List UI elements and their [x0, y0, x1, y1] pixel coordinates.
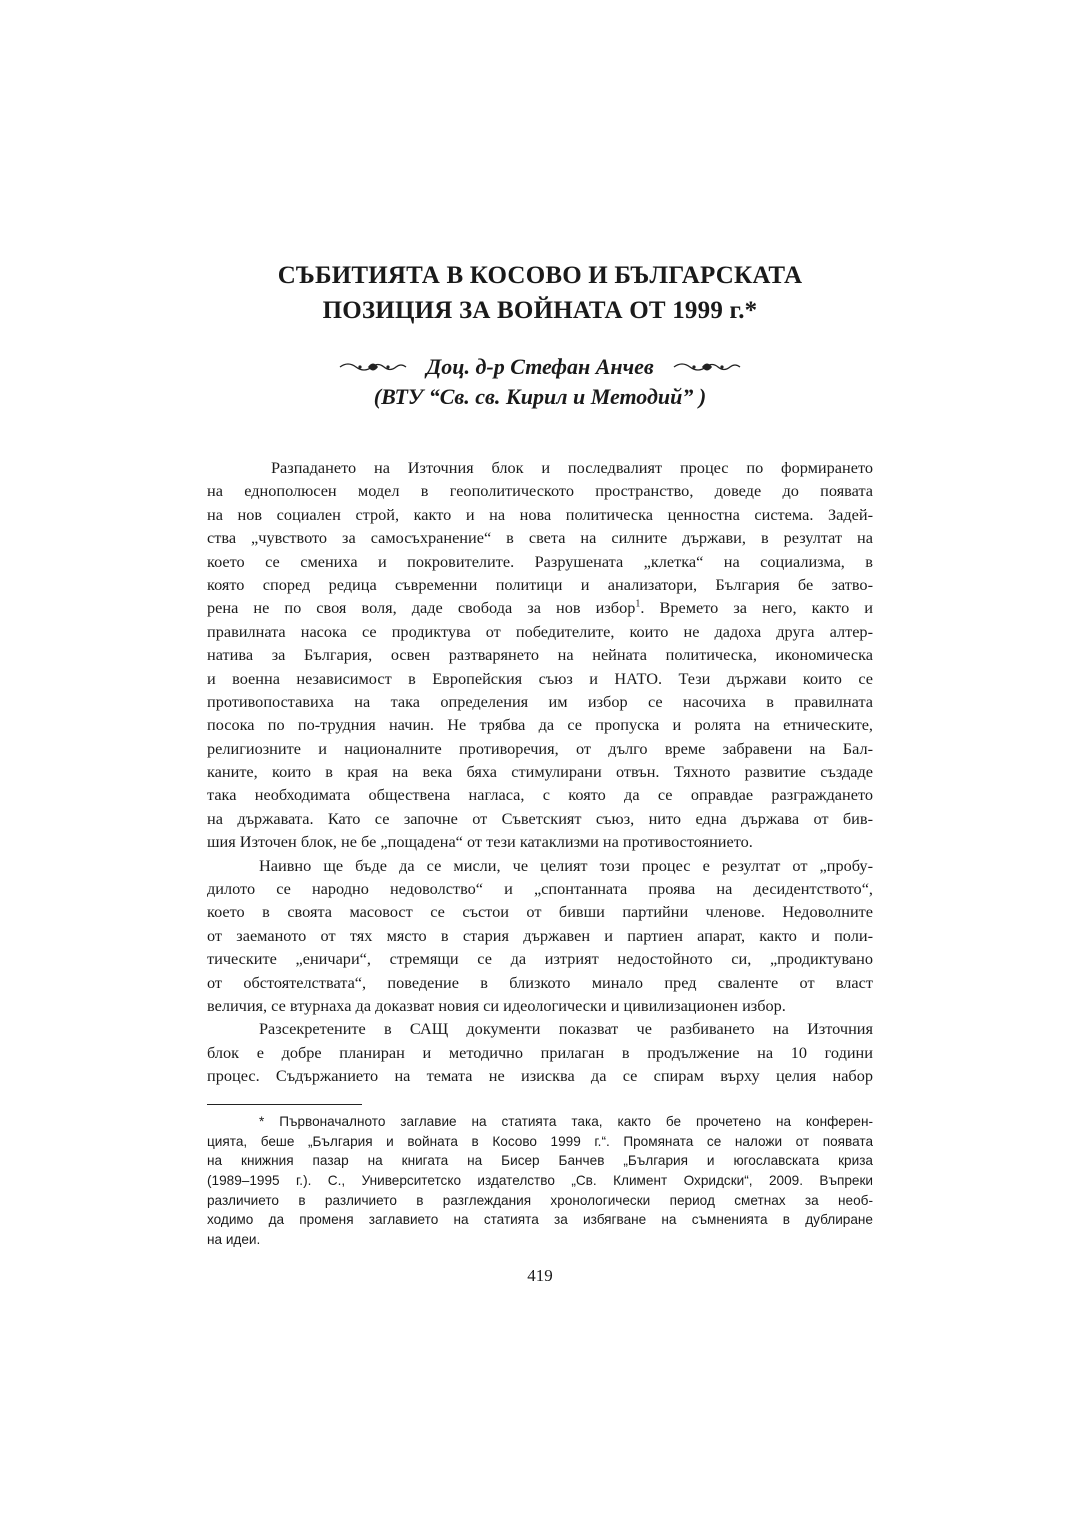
body-line: Наивно ще бъде да се мисли, че целият този процес е резултат от „пробу- [259, 855, 873, 875]
body-line: което се смениха и покровителите. Разрушената „клетка“ на социализма, в [207, 551, 873, 571]
body-line: процес. Съдържанието на темата не изисква да се спирам върху целия набор [207, 1066, 873, 1086]
article-title [160, 258, 920, 328]
footnote-line: на книжния пазар на книгата на Бисер Банчев „България и югославската криза [207, 1153, 873, 1169]
body-line: и военна независимост в Европейския съюз и НАТО. Тези държави които се [207, 668, 873, 688]
body-line-text: рена не по своя воля, даде свобода за нов избор [207, 598, 636, 618]
author-name: Доц. д-р Стефан Анчев [426, 354, 654, 379]
author-line [140, 352, 940, 382]
body-line: правилната насока се продиктува от победителите, които не дадоха друга алтер- [207, 621, 873, 641]
body-line: от обстоятелствата“, поведение в близкото минало пред сваленте от власт [207, 972, 873, 992]
body-line: натива за България, освен разтварянето на нейната политическа, икономическа [207, 645, 873, 665]
footnote-line: различието в различието в разглеждания хронологически период сметнах за необ- [207, 1192, 873, 1208]
title-line-2: ПОЗИЦИЯ ЗА ВОЙНАТА ОТ 1999 г.* [322, 297, 758, 324]
body-line: блок е добре планиран и методично прилаган в продължение на 10 години [207, 1042, 873, 1062]
ornament-right-icon [672, 359, 742, 375]
footnote-line: на идеи. [207, 1232, 261, 1248]
body-line: противопоставиха на така определения им избор се насочиха в правилната [207, 691, 873, 711]
body-line: посока по по-трудния начин. Не трябва да се пропуска и ролята на етническите, [207, 715, 873, 735]
body-line: ства „чувството за самосъхранение“ в света на силните държави, в резултат на [207, 528, 873, 548]
page-number: 419 [527, 1266, 553, 1285]
author-block [140, 352, 940, 412]
title-line-1: СЪБИТИЯТА В КОСОВО И БЪЛГАРСКАТА [277, 262, 803, 289]
footnote-line: * Първоначалното заглавие на статията така, както бе прочетено на конферен- [259, 1114, 873, 1129]
footnote-divider [207, 1104, 362, 1105]
body-line: каните, които в края на века бяха стимулирани отвън. Тяхното развитие създаде [207, 762, 873, 782]
footnote-line: ходимо да променя заглавието на статията за избягване на съмненията в дублиране [207, 1212, 873, 1228]
body-line: която според редица съвременни политици и анализатори, България бе затво- [207, 574, 873, 594]
body-line-tail: . Времето за него, както и [640, 598, 873, 618]
body-line: Разпадането на Източния блок и последвалият процес по формирането [271, 458, 873, 477]
ornament-left-icon [338, 359, 408, 375]
body-line: на нов социален строй, както и на нова политическа ценностна система. Задей- [207, 504, 873, 524]
body-line: от заеманото от тях място в стария държавен и партиен апарат, както и поли- [207, 925, 873, 945]
body-line: Разсекретените в САЩ документи показват че разбиването на Източния [259, 1019, 873, 1039]
body-line: шия Източен блок, не бе „пощадена“ от тези катаклизми на противостоянието. [207, 832, 753, 852]
body-line: на държавата. Като се започне от Съветският съюз, нито една държава от бив- [207, 808, 873, 828]
body-line: дилото се народно недоволство“ и „спонтанната проява на десидентството“, [207, 879, 873, 899]
body-line: така необходимата обществена нагласа, с която да се оправдае разграждането [207, 785, 873, 805]
footnote-reference: 1 [635, 598, 641, 610]
footnote [207, 1112, 873, 1250]
body-line: което в своята масовост се състои от бивши партийни членове. Недоволните [207, 902, 873, 922]
body-line: тическите „еничари“, стремящи се да изтрият недостойното си, „продиктувано [207, 949, 873, 969]
body-line: на еднополюсен модел в геополитическото пространство, доведе до появата [207, 481, 873, 501]
author-affiliation: (ВТУ “Св. св. Кирил и Методий” ) [373, 384, 707, 409]
body-line-with-footnote [207, 596, 873, 619]
body-line: величия, се втурнаха да доказват новия си идеологически и цивилизационен избор. [207, 995, 786, 1015]
footnote-line: (1989–1995 г.). С., Университетско издателство „Св. Климент Охридски“, 2009. Въпреки [207, 1173, 873, 1189]
article-body [207, 456, 873, 1088]
body-line: религиозните и националните противоречия, от дълго време забравени на Бал- [207, 738, 873, 758]
footnote-line: цията, беше „България и войната в Косово 1999 г.“. Промяната се наложи от появата [207, 1133, 873, 1149]
